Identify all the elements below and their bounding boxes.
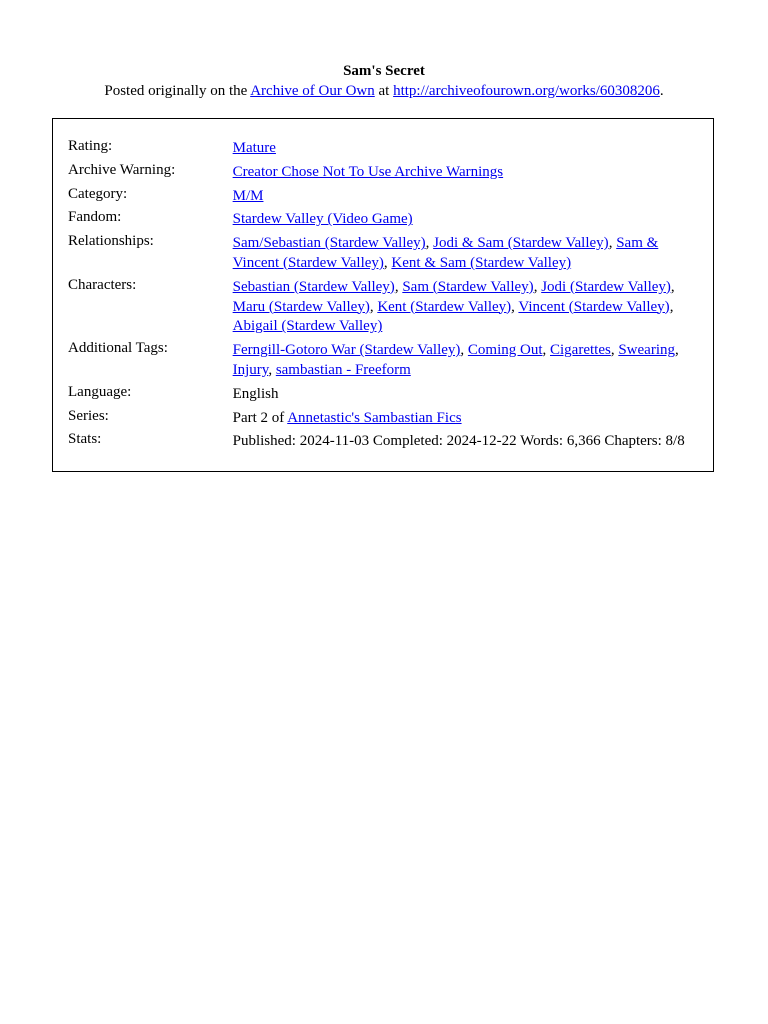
warning-values <box>233 161 708 185</box>
meta-row-series <box>68 407 708 431</box>
rating-values <box>233 137 708 161</box>
tag-link[interactable]: Stardew Valley (Video Game) <box>232 211 413 228</box>
tag-link[interactable]: Vincent (Stardew Valley) <box>518 298 670 315</box>
meta-row-category <box>68 185 708 209</box>
relationships-values <box>233 232 708 276</box>
tag-separator: , <box>674 342 679 359</box>
tag-link[interactable]: Sam & Vincent (Stardew Valley) <box>232 235 659 271</box>
category-label: Category: <box>68 185 128 202</box>
meta-row-stats <box>68 430 708 452</box>
language-label: Language: <box>68 383 132 400</box>
posted-period: . <box>659 83 664 99</box>
tag-link[interactable]: Creator Chose Not To Use Archive Warnings <box>232 163 504 180</box>
tag-separator: , <box>383 254 392 271</box>
tag-separator: , <box>511 298 519 315</box>
series-label: Series: <box>68 407 109 424</box>
tag-separator: , <box>608 235 617 252</box>
posted-line <box>0 82 768 101</box>
tag-separator: , <box>610 342 619 359</box>
work-title: Sam's Secret <box>343 63 425 79</box>
series-prefix: Part 2 of <box>232 409 288 426</box>
tag-link[interactable]: Injury <box>232 361 269 378</box>
work-header <box>0 62 768 101</box>
rating-label: Rating: <box>68 138 113 154</box>
tag-link[interactable]: Sam (Stardew Valley) <box>402 278 534 295</box>
tag-link[interactable]: Mature <box>232 140 276 156</box>
language-value: English <box>232 385 279 402</box>
meta-row-fandom <box>68 208 708 232</box>
posted-prefix: Posted originally on the <box>104 83 251 99</box>
work-url-link[interactable]: http://archiveofourown.org/works/60308206 <box>393 83 660 99</box>
tag-link[interactable]: Maru (Stardew Valley) <box>232 298 370 315</box>
archive-link[interactable]: Archive of Our Own <box>250 83 375 99</box>
work-meta-box <box>52 118 714 472</box>
characters-label: Characters: <box>68 276 137 293</box>
tag-separator: , <box>669 298 674 315</box>
series-link[interactable]: Annetastic's Sambastian Fics <box>287 409 462 426</box>
meta-row-warning <box>68 161 708 185</box>
stats-value: Published: 2024-11-03 Completed: 2024-12-22 Words: 6,366 Chapters: 8/8 <box>232 433 685 450</box>
meta-row-relationships <box>68 232 708 276</box>
tag-link[interactable]: Cigarettes <box>550 342 611 359</box>
series-value <box>233 407 708 431</box>
tag-separator: , <box>268 361 276 378</box>
additional-tags-label: Additional Tags: <box>68 340 168 357</box>
meta-row-language <box>68 383 708 407</box>
tag-separator: , <box>394 278 403 295</box>
tag-link[interactable]: M/M <box>232 187 264 204</box>
tag-link[interactable]: Jodi (Stardew Valley) <box>541 278 671 295</box>
tag-separator: , <box>670 278 675 295</box>
fandom-values <box>233 208 708 232</box>
tag-link[interactable]: Kent & Sam (Stardew Valley) <box>391 254 572 271</box>
category-values <box>233 185 708 209</box>
tag-separator: , <box>460 342 468 359</box>
tag-link[interactable]: Ferngill-Gotoro War (Stardew Valley) <box>232 342 461 359</box>
tag-link[interactable]: Sam/Sebastian (Stardew Valley) <box>232 235 426 252</box>
at-text: at <box>374 83 394 99</box>
tag-link[interactable]: Jodi & Sam (Stardew Valley) <box>433 235 609 252</box>
work-meta-table <box>68 137 708 452</box>
tag-link[interactable]: Abigail (Stardew Valley) <box>232 318 383 335</box>
tag-link[interactable]: Coming Out <box>467 342 543 359</box>
tag-separator: , <box>425 235 434 252</box>
tag-separator: , <box>542 342 550 359</box>
characters-values <box>233 276 708 339</box>
tag-link[interactable]: Sebastian (Stardew Valley) <box>232 278 395 295</box>
tag-link[interactable]: sambastian - Freeform <box>275 361 411 378</box>
fandom-label: Fandom: <box>68 209 122 226</box>
additional-tags-values <box>233 339 708 383</box>
meta-row-additional-tags <box>68 339 708 383</box>
tag-separator: , <box>533 278 542 295</box>
warning-label: Archive Warning: <box>68 161 176 178</box>
meta-row-rating <box>68 137 708 161</box>
tag-link[interactable]: Kent (Stardew Valley) <box>377 298 512 315</box>
relationships-label: Relationships: <box>68 233 154 250</box>
meta-row-characters <box>68 276 708 339</box>
tag-link[interactable]: Swearing <box>618 342 675 359</box>
stats-label: Stats: <box>68 431 102 448</box>
tag-separator: , <box>369 298 378 315</box>
